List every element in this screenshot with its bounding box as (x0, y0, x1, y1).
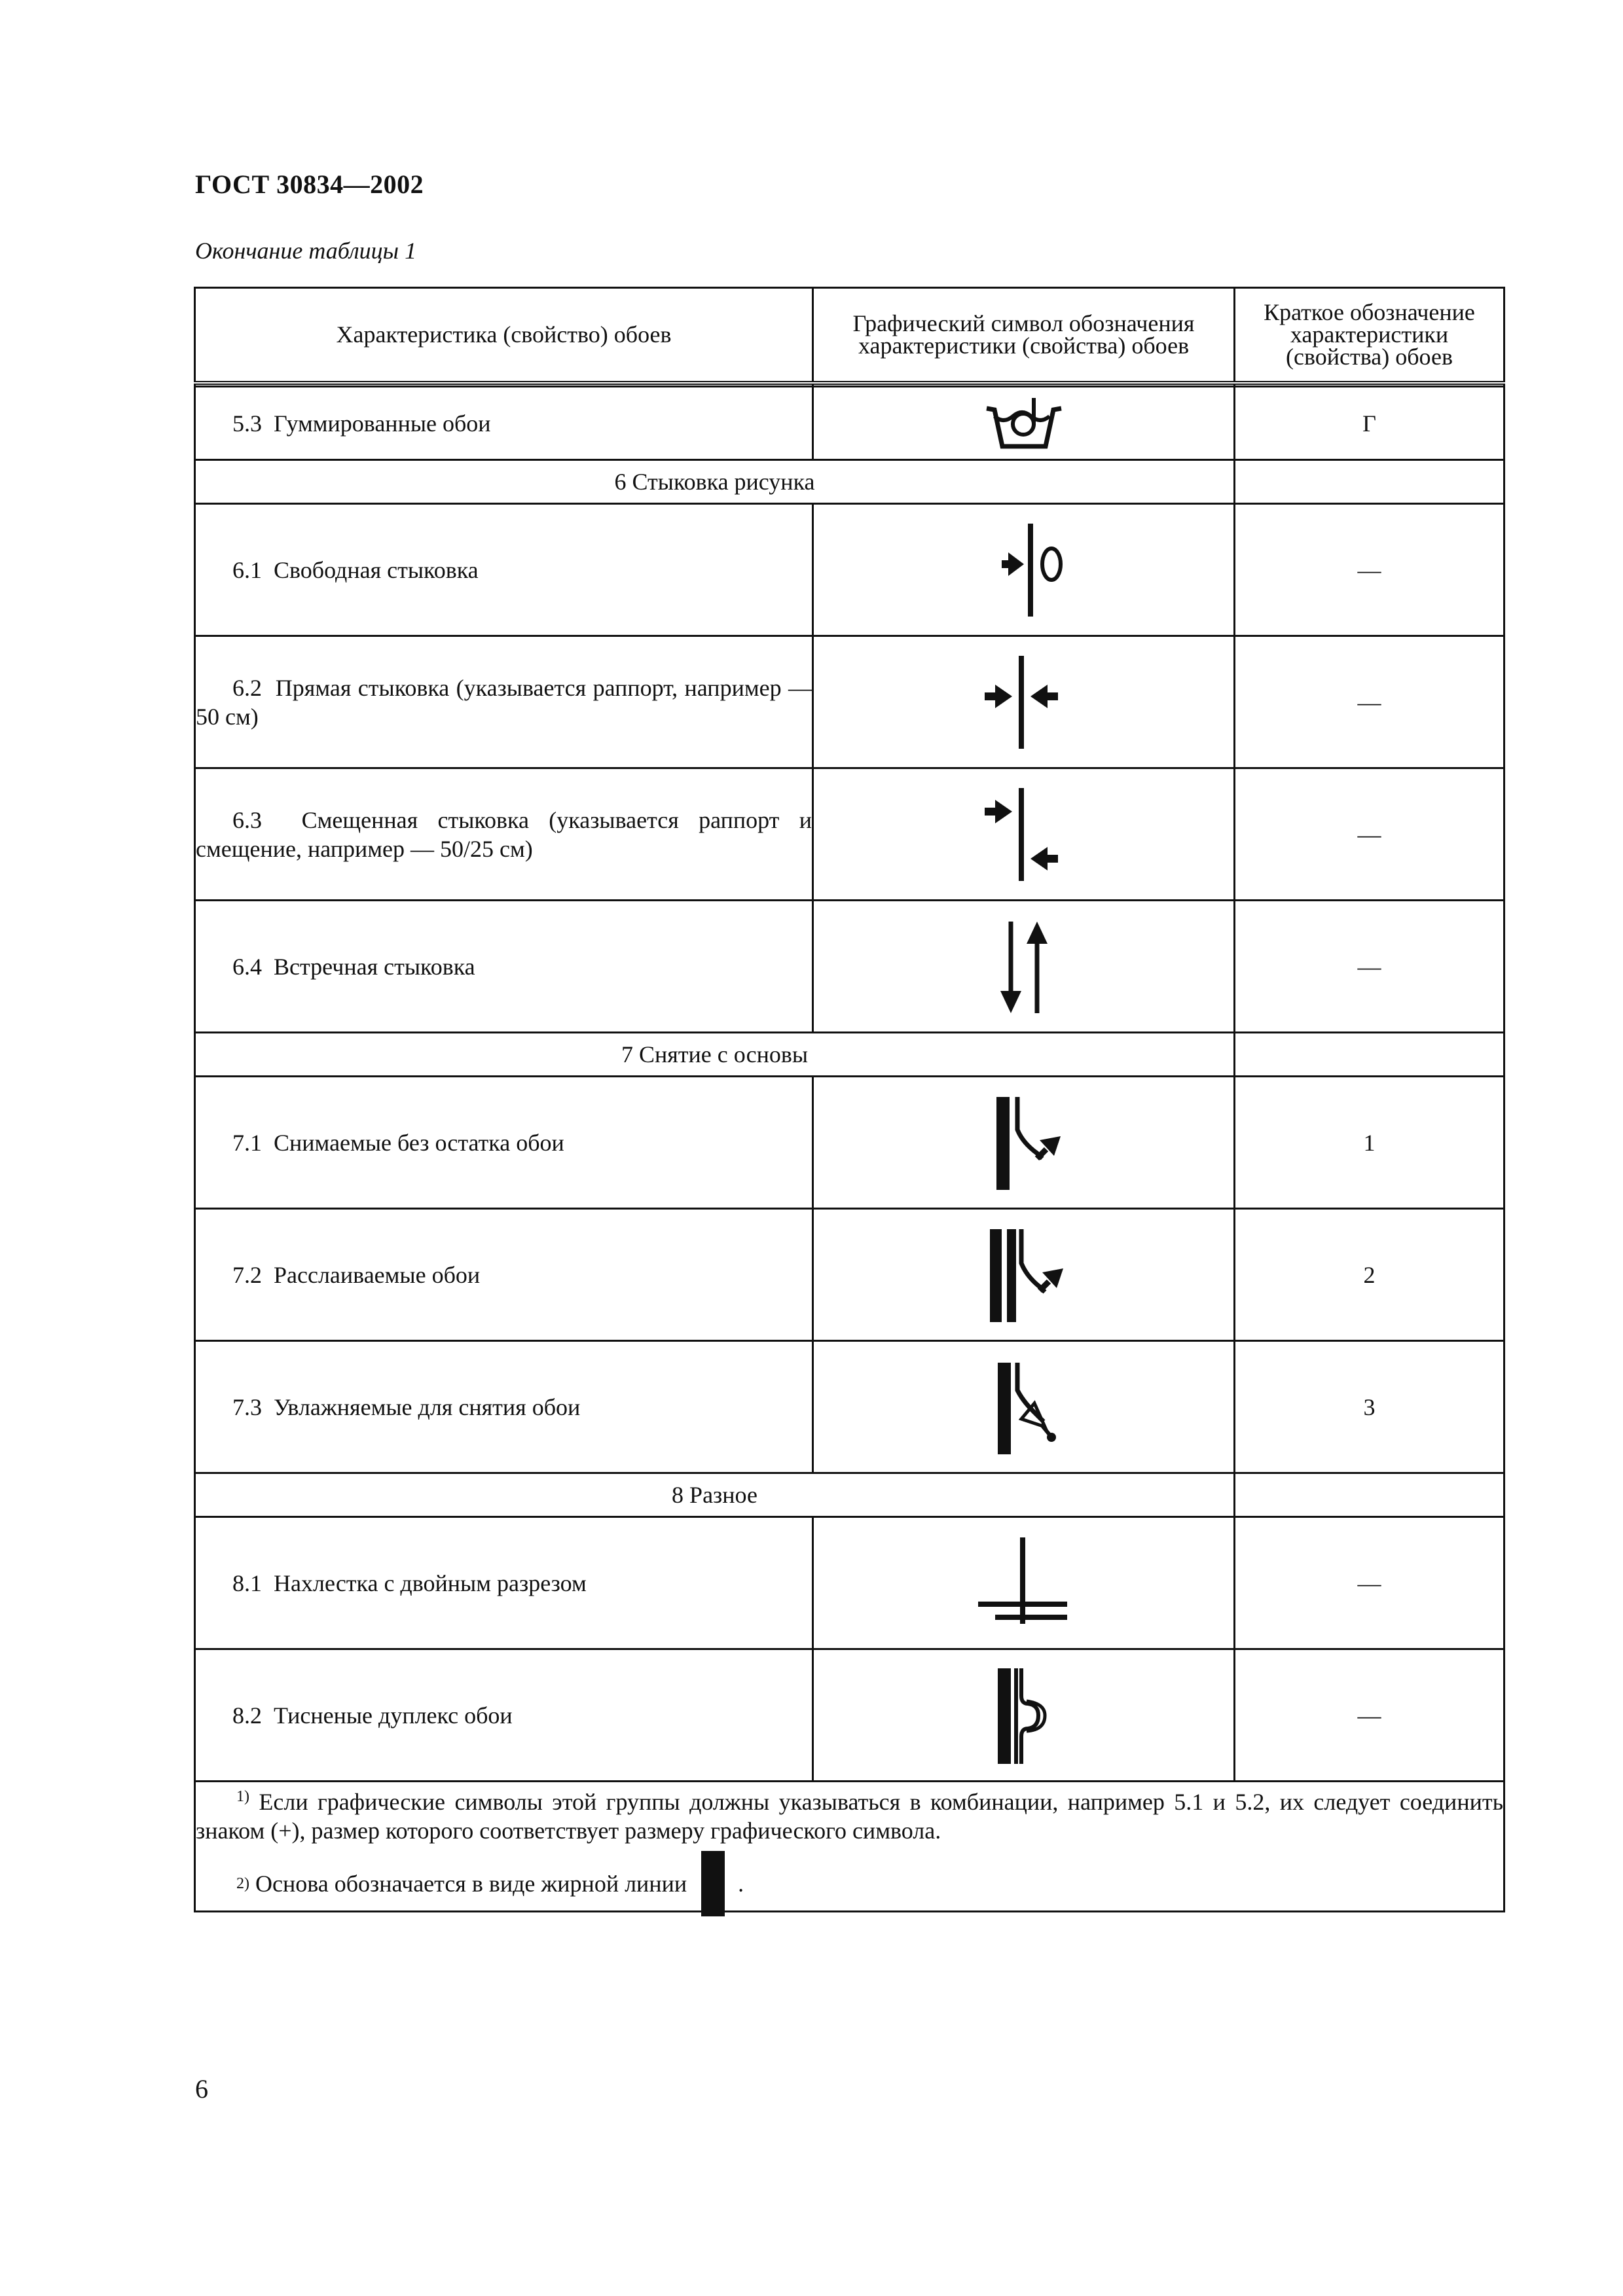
base-bold-line-icon (701, 1851, 725, 1916)
free-match-icon (813, 504, 1235, 636)
strippable-icon (813, 1077, 1235, 1209)
row-description: 5.3 Гуммированные обои (195, 387, 813, 460)
row-description: 7.1 Снимаемые без остатка обои (195, 1077, 813, 1209)
group-title: 7 Снятие с основы (195, 1033, 1235, 1077)
wallpaper-symbols-table (194, 287, 1505, 1912)
table-row (195, 1209, 1504, 1341)
row-description: 8.2 Тисненые дуплекс обои (195, 1649, 813, 1782)
row-abbreviation: — (1235, 504, 1504, 636)
offset-match-icon (813, 768, 1235, 901)
peelable-icon (813, 1209, 1235, 1341)
table-row (195, 1077, 1504, 1209)
table-row (195, 901, 1504, 1033)
group-row (195, 460, 1504, 504)
table-row (195, 636, 1504, 768)
reverse-hang-icon (813, 901, 1235, 1033)
footnote-1: $^{1)}$ Если графические символы этой группы должны указываться в комбинации, например 5.1 и 5.2, их следует соединить знаком (+), размер которого соответствует размеру графического символа. (196, 1788, 1504, 1844)
row-abbreviation: 2 (1235, 1209, 1504, 1341)
table-caption: Окончание таблицы 1 (195, 238, 417, 264)
page-number: 6 (195, 2074, 208, 2104)
table-row (195, 504, 1504, 636)
table-row (195, 768, 1504, 901)
row-abbreviation: — (1235, 768, 1504, 901)
header-abbreviation: Краткое обозначение характеристики (свойства) обоев (1235, 288, 1504, 383)
gummed-basin-icon (813, 387, 1235, 460)
header-characteristic: Характеристика (свойство) обоев (195, 288, 813, 383)
row-description: 7.3 Увлажняемые для снятия обои (195, 1341, 813, 1473)
header-symbol: Графический символ обозначения характеристики (свойства) обоев (813, 288, 1235, 383)
footnote-2: 2) Основа обозначается в виде жирной линии . (196, 1857, 1503, 1910)
double-cut-overlap-icon (813, 1517, 1235, 1649)
footnotes (195, 1782, 1504, 1912)
row-abbreviation: 1 (1235, 1077, 1504, 1209)
embossed-duplex-icon (813, 1649, 1235, 1782)
row-abbreviation: — (1235, 1517, 1504, 1649)
footnotes-row (195, 1782, 1504, 1912)
row-description: 6.2 Прямая стыковка (указывается раппорт, например — 50 см) (195, 636, 813, 768)
group-title: 8 Разное (195, 1473, 1235, 1517)
row-description: 6.4 Встречная стыковка (195, 901, 813, 1033)
row-abbreviation: — (1235, 1649, 1504, 1782)
straight-match-icon (813, 636, 1235, 768)
row-abbreviation: — (1235, 636, 1504, 768)
table-row (195, 387, 1504, 460)
table-row (195, 1649, 1504, 1782)
table-row (195, 1517, 1504, 1649)
row-description: 6.1 Свободная стыковка (195, 504, 813, 636)
group-row (195, 1033, 1504, 1077)
table-row (195, 1341, 1504, 1473)
header-row (195, 288, 1504, 383)
row-abbreviation: 3 (1235, 1341, 1504, 1473)
row-description: 6.3 Смещенная стыковка (указывается раппорт и смещение, например — 50/25 см) (195, 768, 813, 901)
row-abbreviation: — (1235, 901, 1504, 1033)
wet-removable-icon (813, 1341, 1235, 1473)
row-description: 8.1 Нахлестка с двойным разрезом (195, 1517, 813, 1649)
group-row (195, 1473, 1504, 1517)
row-abbreviation: Г (1235, 387, 1504, 460)
standard-code: ГОСТ 30834—2002 (195, 170, 424, 199)
group-title: 6 Стыковка рисунка (195, 460, 1235, 504)
row-description: 7.2 Расслаиваемые обои (195, 1209, 813, 1341)
